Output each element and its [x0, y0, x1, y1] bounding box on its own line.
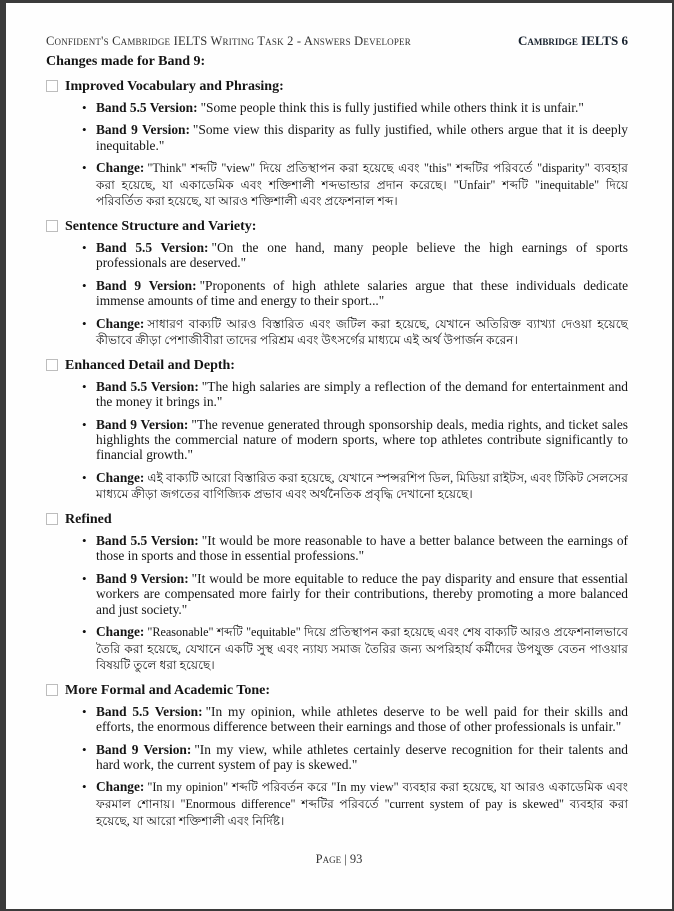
section-formal-academic-tone: [46, 683, 628, 829]
bullet-value: "Reasonable" শব্দটি "equitable" দিয়ে প্রতিস্থাপন করা হয়েছে এবং শেষ বাক্যটি আরও প্রফেশনালভাবে তৈরি করা হয়েছে, যেখানে একটি সুস্থ এবং ন্যায্য সমাজ তৈরির জন্য অপরিহার্য কর্মীদের উপযুক্ত বেতন পাওয়ার বিষয়টি তুলে ধরা হয়েছে।: [96, 625, 628, 673]
list-item: [82, 533, 628, 564]
list-item: [82, 704, 628, 735]
bullet-label: Change:: [96, 160, 145, 176]
list-item: [82, 779, 628, 829]
bullet-label: Band 9 Version:: [96, 570, 189, 586]
list-item: [82, 122, 628, 153]
bullet-icon: •: [82, 160, 87, 176]
bullet-label: Band 5.5 Version:: [96, 240, 209, 255]
section-heading-row: [46, 512, 628, 528]
bullet-label: Band 5.5 Version:: [96, 533, 199, 549]
bullet-icon: •: [82, 779, 87, 795]
bullet-value: "Think" শব্দটি "view" দিয়ে প্রতিস্থাপন করা হয়েছে এবং "this" শব্দটির পরিবর্তে "disparity" ব্যবহার করা হয়েছে, যা একাডেমিক এবং শক্তিশালী শব্দভান্ডার প্রদান করেছে। "Unfair" শব্দটি "inequitable" দিয়ে পরিবর্তিত করা হয়েছে, যা আরও শক্তিশালী এবং প্রফেশনাল শব্দ।: [96, 161, 628, 209]
bullet-text: [96, 779, 628, 829]
section-heading: Sentence Structure and Variety:: [65, 219, 257, 234]
bullet-value: সাধারণ বাক্যটি আরও বিস্তারিত এবং জটিল করা হয়েছে, যেখানে অতিরিক্ত ব্যাখ্যা দেওয়া হয়েছে কীভাবে ক্রীড়া পেশাজীবীরা তাদের পরিশ্রম এবং উৎসর্গের মাধ্যমে এই অর্থ উপার্জন করেন।: [96, 316, 628, 348]
bullet-icon: •: [82, 570, 87, 586]
bullet-value: "In my opinion, while athletes deserve to be well paid for their skills and efforts, the enormous difference between their earnings and those of other professionals is unfair.": [96, 703, 629, 735]
section-heading-row: [46, 683, 628, 699]
list-item: [82, 100, 628, 115]
header-right-title: Cambridge IELTS 6: [518, 33, 628, 48]
list-item: [82, 379, 628, 410]
list-item: [82, 160, 628, 210]
list-item: [82, 470, 628, 503]
bullet-label: Change:: [96, 469, 145, 485]
bullet-text: [96, 316, 628, 349]
checkbox-icon: [46, 513, 58, 525]
section-refined: [46, 512, 628, 674]
bullet-text: [96, 704, 628, 735]
page-header: [46, 33, 628, 49]
list-item: [82, 240, 628, 271]
list-item: [82, 278, 628, 309]
bullet-value: "The high salaries are simply a reflection of the demand for entertainment and the money it brings in.": [96, 378, 628, 410]
checkbox-icon: [46, 684, 58, 696]
bullet-text: [96, 571, 628, 617]
bullet-label: Change:: [96, 315, 145, 331]
bullet-icon: •: [82, 100, 87, 115]
section-heading-row: [46, 358, 628, 374]
bullet-text: [96, 533, 628, 564]
bullet-label: Band 9 Version:: [96, 277, 197, 293]
bullet-text: [96, 379, 628, 410]
bullet-label: Band 9 Version:: [96, 741, 192, 757]
bullet-value: "On the one hand, many people believe the high earnings of sports professionals are deserved.": [96, 240, 628, 271]
list-item: [82, 742, 628, 773]
bullet-text: [96, 160, 628, 210]
bullet-value: "In my view, while athletes certainly deserve recognition for their talents and hard work, the current system of pay is skewed.": [96, 741, 629, 773]
bullet-text: [96, 100, 628, 115]
bullet-icon: •: [82, 378, 87, 394]
checkbox-icon: [46, 220, 58, 232]
checkbox-icon: [46, 80, 58, 92]
bullet-value: "It would be more equitable to reduce the pay disparity and ensure that essential workers are compensated more fairly for their contributions, thereby promoting a more balanced and just society.": [96, 570, 629, 617]
bullet-icon: •: [82, 469, 87, 485]
bullet-icon: •: [82, 703, 87, 719]
page-number: Page | 93: [315, 852, 363, 866]
bullet-icon: •: [82, 315, 87, 331]
bullet-icon: •: [82, 277, 87, 293]
bullet-text: [96, 122, 628, 153]
bullet-value: "Proponents of high athlete salaries argue that these individuals dedicate immense amounts of time and energy to their sport...": [96, 277, 629, 309]
list-item: [82, 316, 628, 349]
bullet-text: [96, 624, 628, 674]
header-left-title: Confident's Cambridge IELTS Writing Task 2 - Answers Developer: [46, 34, 411, 48]
bullet-label: Change:: [96, 624, 145, 640]
page-title: Changes made for Band 9:: [46, 54, 206, 69]
bullet-label: Band 9 Version:: [96, 416, 189, 432]
bullet-value: "Some people think this is fully justified while others think it is unfair.": [200, 100, 584, 115]
bullet-value: "Some view this disparity as fully justified, while others argue that it is deeply inequitable.": [96, 122, 628, 153]
bullet-text: [96, 470, 628, 503]
section-heading-row: [46, 219, 628, 235]
section-heading: Refined: [65, 512, 112, 528]
bullet-label: Band 9 Version:: [96, 122, 190, 138]
bullet-text: [96, 278, 628, 309]
list-item: [82, 417, 628, 463]
bullet-value: এই বাক্যটি আরো বিস্তারিত করা হয়েছে, যেখানে স্পন্সরশিপ ডিল, মিডিয়া রাইটস, এবং টিকিট সেলসের মাধ্যমে ক্রীড়া জগতের বাণিজ্যিক প্রভাব এবং অর্থনৈতিক প্রবৃদ্ধি দেখানো হয়েছে।: [96, 470, 628, 502]
bullet-text: [96, 742, 628, 773]
bullet-icon: •: [82, 741, 87, 757]
section-enhanced-detail: [46, 358, 628, 503]
section-improved-vocabulary: [46, 79, 628, 210]
bullet-label: Change:: [96, 779, 145, 795]
list-item: [82, 624, 628, 674]
bullet-label: Band 5.5 Version:: [96, 703, 203, 719]
section-sentence-structure: [46, 219, 628, 349]
bullet-label: Band 5.5 Version:: [96, 378, 199, 394]
bullet-value: "In my opinion" শব্দটি পরিবর্তন করে "In my view" ব্যবহার করা হয়েছে, যা আরও একাডেমিক এবং ফরমাল শোনায়। "Enormous difference" শব্দটির পরিবর্তে "current system of pay is skewed" ব্যবহার করা হয়েছে, যা আরো শক্তিশালী এবং নির্দিষ্ট।: [96, 780, 628, 828]
section-heading: Improved Vocabulary and Phrasing:: [65, 79, 284, 94]
bullet-label: Band 5.5 Version:: [96, 100, 198, 115]
bullet-text: [96, 240, 628, 271]
section-heading: More Formal and Academic Tone:: [65, 682, 271, 698]
section-heading-row: [46, 79, 628, 95]
list-item: [82, 571, 628, 617]
bullet-icon: •: [82, 122, 87, 138]
bullet-icon: •: [82, 533, 87, 549]
section-heading: Enhanced Detail and Depth:: [65, 357, 235, 373]
bullet-value: "The revenue generated through sponsorship deals, media rights, and ticket sales highlights the commercial nature of modern sports, where top athletes contribute significantly to financial growth.": [96, 416, 628, 463]
bullet-icon: •: [82, 624, 87, 640]
bullet-text: [96, 417, 628, 463]
bullet-value: "It would be more reasonable to have a better balance between the earnings of those in sports and those in essential professions.": [96, 533, 628, 564]
bullet-icon: •: [82, 240, 87, 255]
checkbox-icon: [46, 359, 58, 371]
bullet-icon: •: [82, 416, 87, 432]
